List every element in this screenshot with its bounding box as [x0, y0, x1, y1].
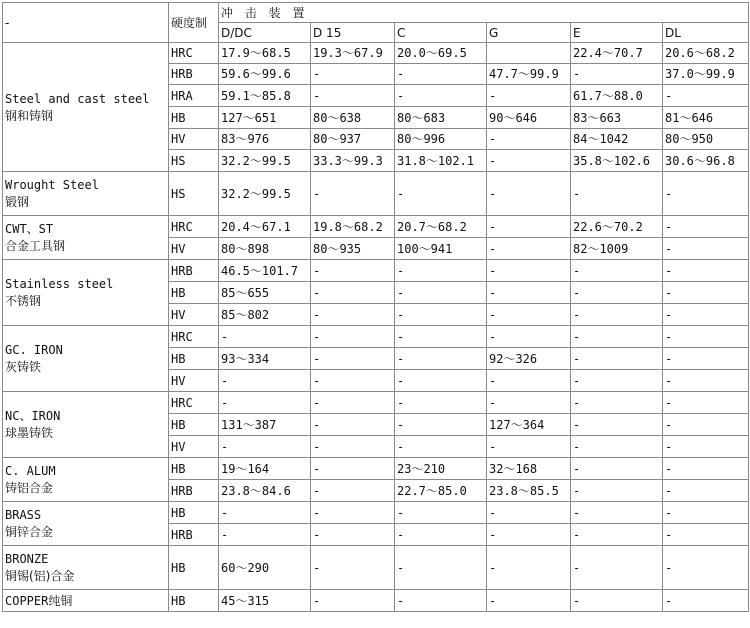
value-cell: -: [311, 64, 395, 85]
value-cell: -: [219, 326, 311, 348]
value-cell: 127～364: [487, 414, 571, 436]
table-row: [3, 216, 749, 238]
value-cell: -: [395, 260, 487, 282]
table-row: [3, 326, 749, 348]
value-cell: 80～638: [311, 107, 395, 129]
value-cell: -: [571, 172, 663, 216]
value-cell: -: [487, 502, 571, 524]
value-cell: -: [311, 392, 395, 414]
material-cell: [3, 172, 169, 216]
material-name-en: Wrought Steel: [5, 178, 99, 192]
value-cell: [487, 43, 571, 64]
value-cell: -: [487, 546, 571, 590]
material-name-en: BRASS: [5, 508, 42, 522]
value-cell: 22.6～70.2: [571, 216, 663, 238]
device-header-g: G: [487, 23, 571, 43]
value-cell: -: [395, 64, 487, 85]
value-cell: -: [311, 326, 395, 348]
value-cell: 83～976: [219, 129, 311, 150]
scale-cell: HV: [169, 129, 219, 150]
device-header-d-dc: D/DC: [219, 23, 311, 43]
value-cell: -: [663, 216, 749, 238]
value-cell: -: [663, 370, 749, 392]
value-cell: -: [311, 260, 395, 282]
value-cell: -: [487, 304, 571, 326]
value-cell: -: [663, 282, 749, 304]
value-cell: -: [311, 524, 395, 546]
scale-cell: HRB: [169, 480, 219, 502]
material-name-en: C. ALUM: [5, 464, 56, 478]
value-cell: -: [487, 150, 571, 172]
device-header-e: E: [571, 23, 663, 43]
value-cell: -: [571, 326, 663, 348]
value-cell: 80～950: [663, 129, 749, 150]
corner-cell: -: [3, 3, 169, 43]
material-cell: [3, 392, 169, 458]
value-cell: 90～646: [487, 107, 571, 129]
scale-cell: HRA: [169, 85, 219, 107]
value-cell: 85～655: [219, 282, 311, 304]
material-cell: [3, 458, 169, 502]
scale-cell: HRC: [169, 326, 219, 348]
value-cell: -: [663, 502, 749, 524]
scale-cell: HS: [169, 150, 219, 172]
material-cell: [3, 590, 169, 612]
table-row: [3, 172, 749, 216]
value-cell: -: [395, 590, 487, 612]
value-cell: -: [663, 546, 749, 590]
value-cell: 20.7～68.2: [395, 216, 487, 238]
value-cell: 30.6～96.8: [663, 150, 749, 172]
value-cell: -: [311, 370, 395, 392]
value-cell: 82～1009: [571, 238, 663, 260]
value-cell: 81～646: [663, 107, 749, 129]
value-cell: -: [663, 348, 749, 370]
value-cell: 61.7～88.0: [571, 85, 663, 107]
value-cell: 80～996: [395, 129, 487, 150]
table-row: [3, 502, 749, 524]
value-cell: -: [219, 370, 311, 392]
value-cell: 131～387: [219, 414, 311, 436]
value-cell: -: [663, 524, 749, 546]
value-cell: -: [663, 590, 749, 612]
value-cell: -: [571, 436, 663, 458]
value-cell: 59.6～99.6: [219, 64, 311, 85]
value-cell: -: [571, 370, 663, 392]
device-header-dl: DL: [663, 23, 749, 43]
value-cell: -: [487, 85, 571, 107]
value-cell: -: [487, 172, 571, 216]
table-row: [3, 458, 749, 480]
value-cell: -: [487, 370, 571, 392]
material-name-zh: 铜锡(铝)合金: [5, 569, 75, 583]
value-cell: -: [487, 216, 571, 238]
scale-cell: HRB: [169, 64, 219, 85]
impact-device-group-header: 冲 击 装 置: [219, 3, 749, 23]
value-cell: -: [487, 129, 571, 150]
material-name-en: GC. IRON: [5, 343, 63, 357]
material-cell: [3, 43, 169, 172]
value-cell: -: [395, 172, 487, 216]
value-cell: 23～210: [395, 458, 487, 480]
value-cell: -: [663, 238, 749, 260]
material-name-zh: 钢和铸钢: [5, 108, 54, 123]
value-cell: -: [663, 260, 749, 282]
value-cell: -: [663, 172, 749, 216]
value-cell: -: [219, 524, 311, 546]
value-cell: 80～937: [311, 129, 395, 150]
scale-cell: HRC: [169, 392, 219, 414]
value-cell: -: [219, 502, 311, 524]
value-cell: 32～168: [487, 458, 571, 480]
table-row: [3, 260, 749, 282]
value-cell: -: [311, 304, 395, 326]
value-cell: -: [311, 436, 395, 458]
value-cell: -: [395, 546, 487, 590]
value-cell: 80～683: [395, 107, 487, 129]
scale-cell: HB: [169, 502, 219, 524]
scale-cell: HV: [169, 436, 219, 458]
value-cell: -: [571, 348, 663, 370]
value-cell: -: [487, 436, 571, 458]
value-cell: -: [311, 348, 395, 370]
value-cell: 23.8～85.5: [487, 480, 571, 502]
material-name-en: COPPER: [5, 593, 49, 608]
value-cell: -: [487, 282, 571, 304]
scale-cell: HB: [169, 282, 219, 304]
material-name-zh: 不锈钢: [5, 294, 42, 308]
value-cell: -: [395, 326, 487, 348]
value-cell: -: [663, 480, 749, 502]
value-cell: 127～651: [219, 107, 311, 129]
value-cell: -: [395, 85, 487, 107]
value-cell: -: [219, 436, 311, 458]
value-cell: 17.9～68.5: [219, 43, 311, 64]
value-cell: -: [395, 370, 487, 392]
device-header-d15: D 15: [311, 23, 395, 43]
value-cell: 37.0～99.9: [663, 64, 749, 85]
table-row: [3, 590, 749, 612]
hardness-conversion-table: [2, 2, 749, 612]
value-cell: -: [395, 502, 487, 524]
value-cell: 32.2～99.5: [219, 150, 311, 172]
value-cell: 59.1～85.8: [219, 85, 311, 107]
value-cell: -: [487, 260, 571, 282]
value-cell: -: [663, 458, 749, 480]
material-cell: [3, 260, 169, 326]
value-cell: 19～164: [219, 458, 311, 480]
material-name-en: BRONZE: [5, 552, 49, 566]
value-cell: 20.0～69.5: [395, 43, 487, 64]
value-cell: -: [663, 85, 749, 107]
value-cell: -: [487, 524, 571, 546]
value-cell: 80～935: [311, 238, 395, 260]
material-name-en: Steel and cast steel: [5, 91, 150, 106]
scale-cell: HB: [169, 458, 219, 480]
material-name-zh: 纯铜: [48, 593, 73, 608]
value-cell: -: [571, 392, 663, 414]
value-cell: 33.3～99.3: [311, 150, 395, 172]
value-cell: -: [571, 502, 663, 524]
material-name-zh: 灰铸铁: [5, 360, 42, 374]
value-cell: -: [311, 480, 395, 502]
value-cell: 22.4～70.7: [571, 43, 663, 64]
value-cell: -: [395, 524, 487, 546]
scale-cell: HV: [169, 238, 219, 260]
header-row-group: [3, 3, 749, 23]
value-cell: -: [311, 172, 395, 216]
value-cell: -: [487, 326, 571, 348]
value-cell: -: [571, 524, 663, 546]
scale-cell: HRB: [169, 524, 219, 546]
scale-column-header: 硬度制: [169, 3, 219, 43]
scale-cell: HB: [169, 546, 219, 590]
value-cell: -: [395, 282, 487, 304]
value-cell: -: [311, 590, 395, 612]
scale-cell: HRC: [169, 43, 219, 64]
scale-cell: HV: [169, 304, 219, 326]
scale-cell: HB: [169, 414, 219, 436]
value-cell: -: [395, 304, 487, 326]
value-cell: -: [663, 414, 749, 436]
material-cell: [3, 546, 169, 590]
value-cell: -: [487, 590, 571, 612]
table-row: [3, 43, 749, 64]
value-cell: -: [571, 304, 663, 326]
value-cell: -: [663, 436, 749, 458]
value-cell: -: [487, 392, 571, 414]
value-cell: 85～802: [219, 304, 311, 326]
value-cell: -: [311, 502, 395, 524]
value-cell: 47.7～99.9: [487, 64, 571, 85]
value-cell: -: [571, 260, 663, 282]
value-cell: -: [219, 392, 311, 414]
value-cell: 46.5～101.7: [219, 260, 311, 282]
scale-cell: HRB: [169, 260, 219, 282]
value-cell: 32.2～99.5: [219, 172, 311, 216]
value-cell: -: [395, 414, 487, 436]
table-body: [3, 43, 749, 612]
value-cell: 19.8～68.2: [311, 216, 395, 238]
material-name-zh: 球墨铸铁: [5, 426, 54, 440]
value-cell: -: [571, 480, 663, 502]
value-cell: -: [571, 590, 663, 612]
value-cell: -: [311, 282, 395, 304]
material-cell: [3, 326, 169, 392]
value-cell: -: [571, 546, 663, 590]
value-cell: -: [663, 392, 749, 414]
material-name-en: NC、IRON: [5, 409, 61, 423]
value-cell: -: [487, 238, 571, 260]
material-name-zh: 铜锌合金: [5, 525, 54, 539]
scale-cell: HB: [169, 107, 219, 129]
material-name-zh: 锻钢: [5, 195, 30, 209]
value-cell: -: [311, 85, 395, 107]
table-row: [3, 392, 749, 414]
value-cell: -: [571, 414, 663, 436]
value-cell: -: [395, 436, 487, 458]
value-cell: -: [571, 64, 663, 85]
scale-cell: HRC: [169, 216, 219, 238]
value-cell: 60～290: [219, 546, 311, 590]
value-cell: -: [663, 326, 749, 348]
value-cell: 23.8～84.6: [219, 480, 311, 502]
value-cell: 80～898: [219, 238, 311, 260]
value-cell: 92～326: [487, 348, 571, 370]
material-cell: [3, 502, 169, 546]
material-name-zh: 铸铝合金: [5, 481, 54, 495]
value-cell: -: [571, 282, 663, 304]
material-name-zh: 合金工具钢: [5, 239, 66, 253]
value-cell: 93～334: [219, 348, 311, 370]
value-cell: 35.8～102.6: [571, 150, 663, 172]
value-cell: -: [311, 458, 395, 480]
value-cell: 22.7～85.0: [395, 480, 487, 502]
value-cell: 20.6～68.2: [663, 43, 749, 64]
scale-cell: HB: [169, 590, 219, 612]
value-cell: 45～315: [219, 590, 311, 612]
material-name-en: Stainless steel: [5, 277, 114, 291]
value-cell: 20.4～67.1: [219, 216, 311, 238]
value-cell: -: [311, 414, 395, 436]
value-cell: -: [311, 546, 395, 590]
material-cell: [3, 216, 169, 260]
scale-cell: HS: [169, 172, 219, 216]
value-cell: 100～941: [395, 238, 487, 260]
value-cell: 83～663: [571, 107, 663, 129]
value-cell: 31.8～102.1: [395, 150, 487, 172]
value-cell: -: [571, 458, 663, 480]
value-cell: -: [395, 392, 487, 414]
value-cell: -: [395, 348, 487, 370]
value-cell: 19.3～67.9: [311, 43, 395, 64]
value-cell: -: [663, 304, 749, 326]
table-row: [3, 546, 749, 590]
device-header-c: C: [395, 23, 487, 43]
material-name-en: CWT、ST: [5, 222, 54, 236]
value-cell: 84～1042: [571, 129, 663, 150]
scale-cell: HV: [169, 370, 219, 392]
scale-cell: HB: [169, 348, 219, 370]
